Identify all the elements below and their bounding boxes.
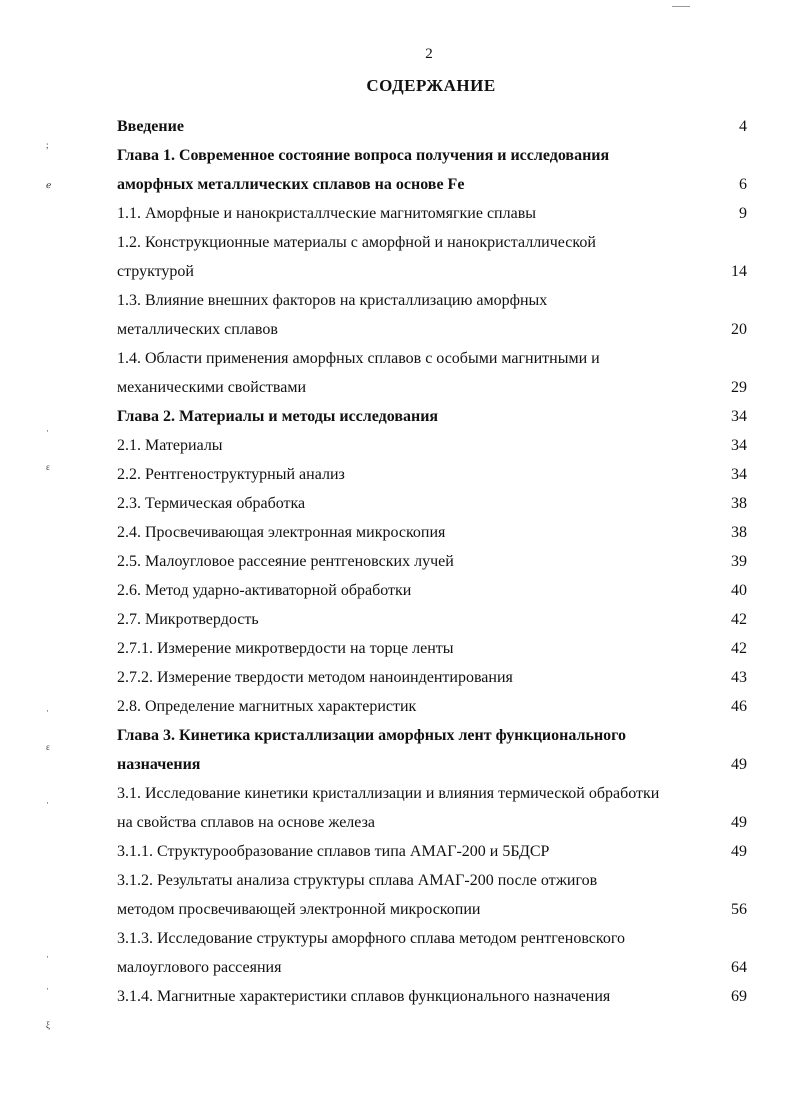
toc-entry-text: 2.3. Термическая обработка — [117, 495, 306, 512]
toc-entry-page: 69 — [731, 988, 747, 1005]
toc-entry — [117, 663, 747, 692]
toc-entry-text: 3.1.1. Структурообразование сплавов типа АМАГ-200 и 5БДСР — [117, 843, 550, 860]
toc-entry-text: 2.2. Рентгеноструктурный анализ — [117, 466, 345, 483]
toc-entry-page: 38 — [731, 524, 747, 541]
toc-entry — [117, 866, 747, 895]
toc-entry — [117, 170, 747, 199]
toc-entry-text: 1.4. Области применения аморфных сплавов с особыми магнитными и — [117, 350, 600, 367]
toc-entry — [117, 141, 747, 170]
toc-entry — [117, 895, 747, 924]
toc-entry-text: аморфных металлических сплавов на основе Fe — [117, 176, 465, 193]
scan-artifact: · — [46, 984, 49, 994]
table-of-contents — [117, 112, 747, 1011]
toc-entry — [117, 489, 747, 518]
toc-entry-page: 40 — [731, 582, 747, 599]
toc-entry-page: 39 — [731, 553, 747, 570]
scan-artifact: ɛ — [46, 462, 50, 472]
toc-entry-page: 49 — [731, 756, 747, 773]
toc-entry — [117, 199, 747, 228]
toc-entry-text: 3.1.4. Магнитные характеристики сплавов функционального назначения — [117, 988, 611, 1005]
scan-artifact: · — [46, 426, 49, 436]
toc-entry — [117, 605, 747, 634]
toc-entry-page: 49 — [731, 814, 747, 831]
scan-artifact: · — [46, 706, 49, 716]
toc-entry-text: на свойства сплавов на основе железа — [117, 814, 375, 831]
toc-entry-page: 34 — [731, 437, 747, 454]
toc-entry-page: 29 — [731, 379, 747, 396]
scan-artifact: ; — [46, 140, 49, 150]
toc-entry — [117, 373, 747, 402]
scan-artifact: · — [46, 952, 49, 962]
scan-artifact: ɛ — [46, 742, 50, 752]
toc-entry — [117, 924, 747, 953]
toc-entry — [117, 228, 747, 257]
toc-entry — [117, 982, 747, 1011]
toc-entry — [117, 692, 747, 721]
toc-entry-text: малоуглового рассеяния — [117, 959, 282, 976]
toc-entry-text: Глава 1. Современное состояние вопроса получения и исследования — [117, 147, 610, 164]
toc-entry-text: механическими свойствами — [117, 379, 307, 396]
toc-entry-page: 42 — [731, 640, 747, 657]
toc-entry-page: 4 — [739, 118, 747, 135]
scan-artifact: ξ — [46, 1020, 51, 1030]
toc-entry-text: назначения — [117, 756, 201, 773]
toc-entry-text: Глава 2. Материалы и методы исследования — [117, 408, 439, 425]
toc-entry-page: 46 — [731, 698, 747, 715]
toc-entry — [117, 953, 747, 982]
toc-entry-text: 2.7.1. Измерение микротвердости на торце ленты — [117, 640, 454, 657]
toc-entry-text: 2.5. Малоугловое рассеяние рентгеновских лучей — [117, 553, 454, 570]
toc-entry-page: 42 — [731, 611, 747, 628]
toc-entry — [117, 547, 747, 576]
toc-entry-text: 1.3. Влияние внешних факторов на кристаллизацию аморфных — [117, 292, 548, 309]
toc-entry-page: 38 — [731, 495, 747, 512]
toc-entry — [117, 460, 747, 489]
toc-entry-text: Введение — [117, 118, 184, 135]
toc-entry-text: структурой — [117, 263, 194, 280]
toc-entry — [117, 431, 747, 460]
toc-entry — [117, 518, 747, 547]
toc-entry — [117, 344, 747, 373]
toc-entry-text: 3.1.3. Исследование структуры аморфного сплава методом рентгеновского — [117, 930, 625, 947]
toc-entry — [117, 112, 747, 141]
toc-entry-page: 20 — [731, 321, 747, 338]
scan-artifact: · — [46, 798, 49, 808]
toc-entry — [117, 634, 747, 663]
toc-entry-page: 56 — [731, 901, 747, 918]
toc-entry-page: 43 — [731, 669, 747, 686]
toc-entry-text: 2.1. Материалы — [117, 437, 223, 454]
toc-entry-page: 9 — [739, 205, 747, 222]
page-title: СОДЕРЖАНИЕ — [366, 76, 496, 95]
toc-entry-text: 2.4. Просвечивающая электронная микроскопия — [117, 524, 446, 541]
toc-entry-page: 14 — [731, 263, 747, 280]
toc-entry — [117, 808, 747, 837]
toc-entry — [117, 750, 747, 779]
toc-entry-page: 64 — [731, 959, 747, 976]
toc-entry-text: 1.1. Аморфные и нанокристаллческие магнитомягкие сплавы — [117, 205, 536, 222]
toc-entry — [117, 576, 747, 605]
toc-entry-page: 34 — [731, 408, 747, 425]
page-number: 2 — [425, 46, 433, 62]
toc-entry-text: 1.2. Конструкционные материалы с аморфной и нанокристаллической — [117, 234, 596, 251]
scan-artifact-line — [672, 6, 690, 7]
toc-entry-page: 6 — [739, 176, 747, 193]
toc-entry — [117, 402, 747, 431]
toc-entry-text: металлических сплавов — [117, 321, 278, 338]
toc-entry — [117, 315, 747, 344]
toc-entry-text: 2.6. Метод ударно-активаторной обработки — [117, 582, 412, 599]
scan-artifact: ℯ — [46, 180, 52, 190]
toc-entry — [117, 837, 747, 866]
toc-entry — [117, 721, 747, 750]
toc-entry — [117, 257, 747, 286]
toc-entry-page: 34 — [731, 466, 747, 483]
toc-entry-text: 2.7. Микротвердость — [117, 611, 259, 628]
toc-entry-page: 49 — [731, 843, 747, 860]
toc-entry — [117, 779, 747, 808]
toc-entry-text: 2.7.2. Измерение твердости методом наноиндентирования — [117, 669, 513, 686]
toc-entry-text: методом просвечивающей электронной микроскопии — [117, 901, 481, 918]
toc-entry-text: 3.1.2. Результаты анализа структуры сплава АМАГ-200 после отжигов — [117, 872, 598, 889]
toc-entry — [117, 286, 747, 315]
toc-entry-text: Глава 3. Кинетика кристаллизации аморфных лент функционального — [117, 727, 627, 744]
toc-entry-text: 3.1. Исследование кинетики кристаллизации и влияния термической обработки — [117, 785, 660, 802]
toc-entry-text: 2.8. Определение магнитных характеристик — [117, 698, 417, 715]
